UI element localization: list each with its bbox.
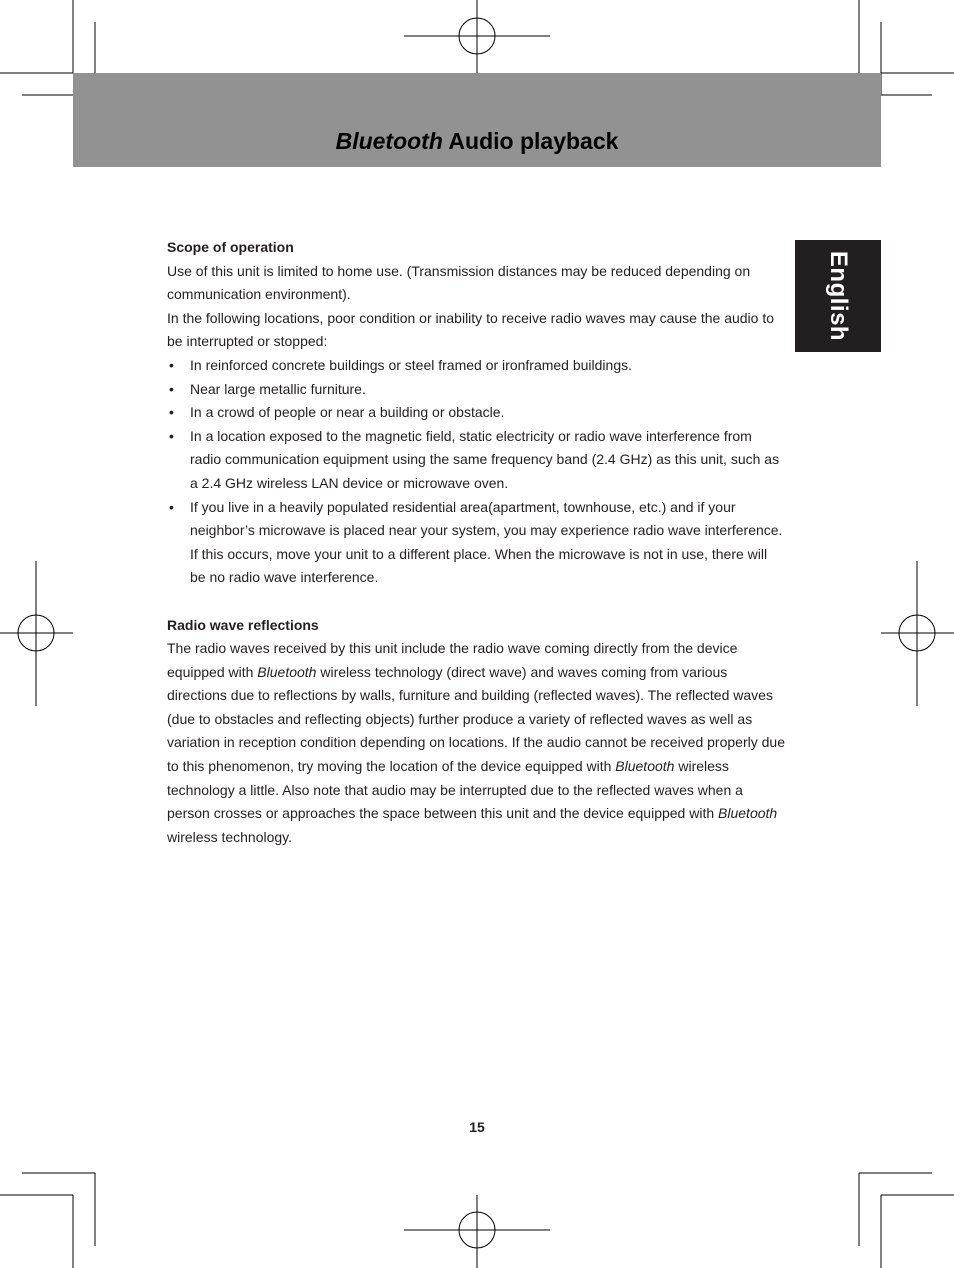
page-title — [0, 128, 954, 155]
paragraph: In the following locations, poor condition or inability to receive radio waves may cause the audio to be interrupted or stopped: — [167, 309, 775, 350]
text-segment-bluetooth: Bluetooth — [257, 663, 317, 680]
page-title-bluetooth: Bluetooth — [335, 128, 443, 154]
section-title: Radio wave reflections — [167, 616, 319, 633]
text-segment: wireless technology. — [167, 828, 293, 845]
section-radio-wave-reflections — [167, 614, 785, 850]
language-tab — [795, 240, 881, 352]
text-segment-bluetooth: Bluetooth — [718, 805, 778, 822]
page-title-rest: Audio playback — [442, 128, 619, 154]
list-item: • In a crowd of people or near a building or obstacle. — [167, 401, 785, 425]
list-item: • In reinforced concrete buildings or steel framed or ironframed buildings. — [167, 354, 785, 378]
text-segment: wireless technology (direct wave) and waves coming from various directions due to reflections by walls, furniture and building (reflected waves). The reflected waves (due to obstacles and reflecting objects) further produce a variety of reflected waves as well as variation in reception condition depending on locations. If the audio cannot be received properly due to this phenomenon, try moving the location of the device equipped with — [167, 663, 785, 775]
text-segment-bluetooth: Bluetooth — [615, 758, 675, 775]
main-content — [167, 236, 785, 849]
section-scope-of-operation — [167, 236, 785, 590]
text-segment: wireless technology a little. Also note that audio may be interrupted due to the reflected waves when a person crosses or approaches the space between this unit and the device equipped with — [167, 758, 743, 822]
list-item: • If you live in a heavily populated residential area(apartment, townhouse, etc.) and if your neighbor’s microwave is placed near your system, you may experience radio wave interference. If this occurs, move your unit to a different place. When the microwave is not in use, there will be no radio wave interference. — [167, 496, 785, 590]
language-tab-label: English — [825, 250, 852, 342]
bullet-list — [167, 354, 785, 590]
paragraph: Use of this unit is limited to home use. (Transmission distances may be reduced depending on communication environment). — [167, 262, 751, 303]
paragraph — [167, 637, 785, 849]
list-item: • Near large metallic furniture. — [167, 378, 785, 402]
page-number: 15 — [469, 1119, 485, 1135]
list-item: • In a location exposed to the magnetic field, static electricity or radio wave interference from radio communication equipment using the same frequency band (2.4 GHz) as this unit, such as a 2.4 GHz wireless LAN device or microwave oven. — [167, 425, 785, 496]
section-title: Scope of operation — [167, 239, 294, 255]
text-segment: The radio waves received by this unit include the radio wave coming directly from the device equipped with — [167, 640, 738, 680]
